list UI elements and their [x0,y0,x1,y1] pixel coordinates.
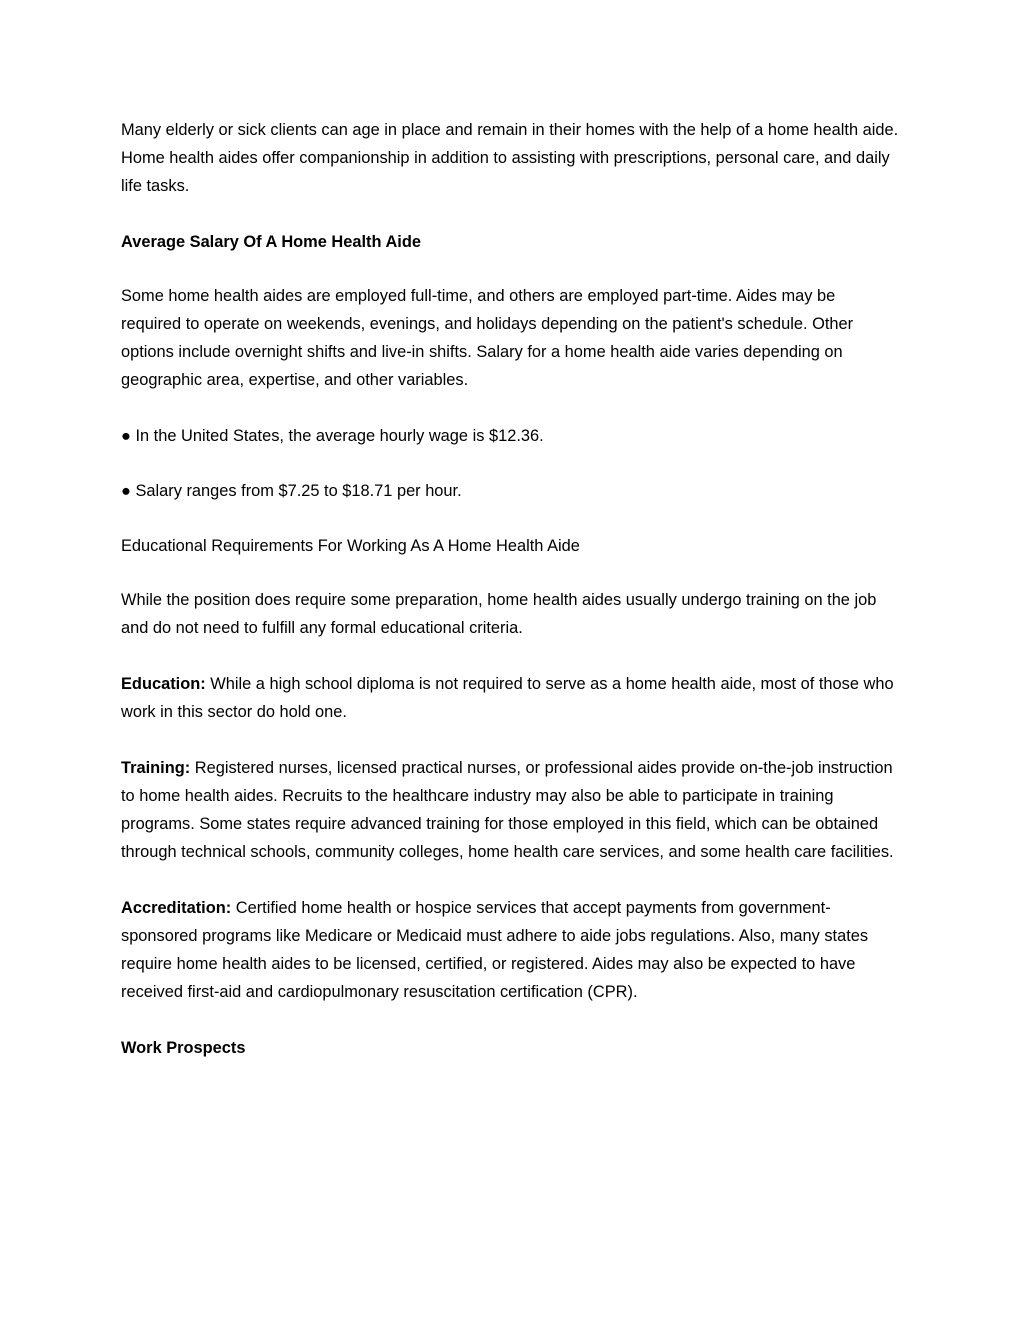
education-label: Education: [121,675,206,693]
work-prospects-heading: Work Prospects [121,1039,246,1057]
training-text: Registered nurses, licensed practical nurses, or professional aides provide on-the-job instruction to home health aides. Recruits to the healthcare industry may also be able to participate in training programs. Some states require advanced training for those employed in this field, which can be obtained through technical schools, community colleges, home health care services, and some health care facilities. [121,759,894,861]
document-page [121,116,899,1088]
bullet-average-wage: ● In the United States, the average hourly wage is $12.36. [121,427,544,445]
training-paragraph [121,754,899,866]
education-paragraph [121,670,899,726]
accreditation-text: Certified home health or hospice services that accept payments from government-sponsored programs like Medicare or Medicaid must adhere to aide jobs regulations. Also, many states require home health aides to be licensed, certified, or registered. Aides may also be expected to have received first-aid and cardiopulmonary resuscitation certification (CPR). [121,899,869,1001]
salary-heading: Average Salary Of A Home Health Aide [121,233,421,251]
intro-paragraph: Many elderly or sick clients can age in place and remain in their homes with the help of a home health aide. Home health aides offer companionship in addition to assisting with prescriptions, personal care, and daily life tasks. [121,121,899,195]
salary-paragraph: Some home health aides are employed full-time, and others are employed part-time. Aides may be required to operate on weekends, evenings, and holidays depending on the patient's schedule. Other options include overnight shifts and live-in shifts. Salary for a home health aide varies depending on geographic area, expertise, and other variables. [121,287,854,389]
accreditation-label: Accreditation: [121,899,232,917]
education-intro-paragraph: While the position does require some preparation, home health aides usually undergo training on the job and do not need to fulfill any formal educational criteria. [121,591,877,637]
accreditation-paragraph [121,894,899,1006]
education-text: While a high school diploma is not required to serve as a home health aide, most of those who work in this sector do hold one. [121,675,894,721]
education-heading: Educational Requirements For Working As A Home Health Aide [121,537,580,555]
bullet-salary-range: ● Salary ranges from $7.25 to $18.71 per hour. [121,482,462,500]
training-label: Training: [121,759,191,777]
